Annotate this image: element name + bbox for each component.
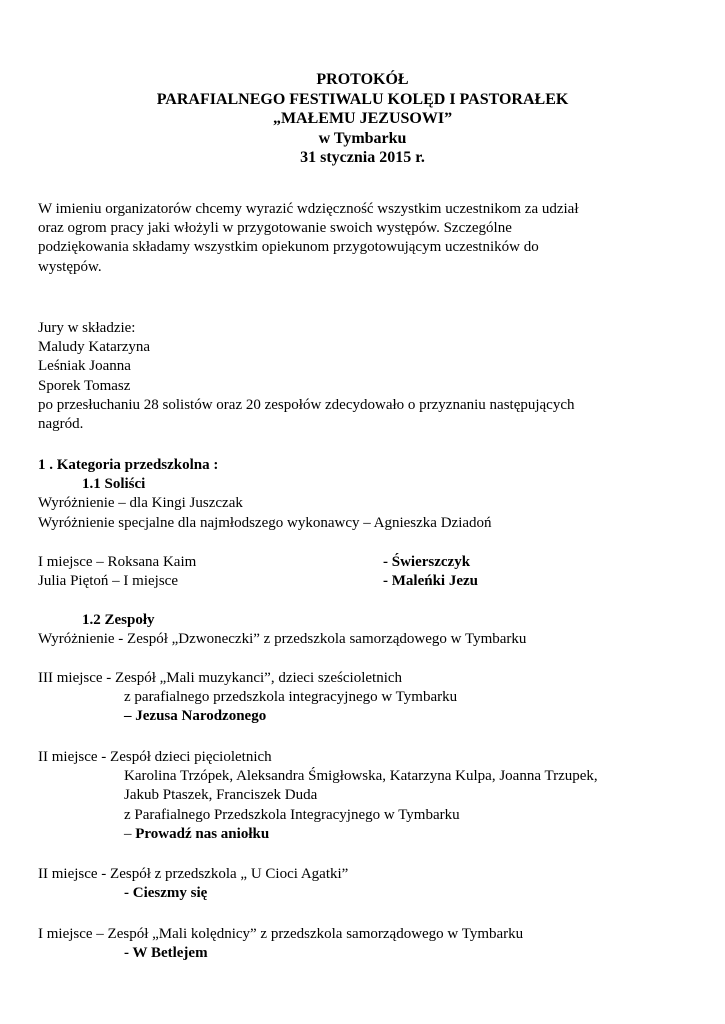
intro-paragraph: [38, 200, 698, 277]
category-title: 1 . Kategoria przedszkolna :: [38, 457, 219, 473]
jury-member: Maludy Katarzyna: [38, 339, 151, 356]
soloist-place-row: [38, 553, 698, 572]
groups-title: 1.2 Zespoły: [82, 612, 155, 628]
soloist-place-song: - Maleńki Jezu: [383, 573, 478, 590]
second-place-song: Prowadź nas aniołku: [135, 825, 270, 842]
header-date: 31 stycznia 2015 r.: [300, 149, 425, 166]
soloist-place-song: - Świerszczyk: [383, 554, 471, 570]
intro-line: oraz ogrom pracy jaki włożyli w przygotowanie swoich występów. Szczególne: [38, 220, 512, 237]
jury-section: [38, 319, 698, 434]
soloist-place-row: [38, 572, 698, 591]
document-header: [0, 70, 725, 168]
jury-title: Jury w składzie:: [38, 320, 136, 336]
intro-line: podziękowania składamy wszystkim opiekunom przygotowującym uczestników do: [38, 239, 539, 256]
intro-line: W imieniu organizatorów chcemy wyrazić wdzięczność wszystkim uczestnikom za udział: [38, 201, 579, 217]
second-place-members: Karolina Trzópek, Aleksandra Śmigłowska, Katarzyna Kulpa, Joanna Trzupek,: [124, 768, 598, 785]
header-festival-name: PARAFIALNEGO FESTIWALU KOLĘD I PASTORAŁEK: [156, 90, 569, 108]
header-location: w Tymbarku: [318, 129, 407, 147]
song-dash: –: [124, 825, 136, 842]
third-place-line: III miejsce - Zespół „Mali muzykanci”, dzieci sześcioletnich: [38, 670, 403, 686]
second-place-b-song: - Cieszmy się: [124, 885, 208, 902]
second-place-line: II miejsce - Zespół dzieci pięcioletnich: [38, 749, 272, 765]
groups-award: Wyróżnienie - Zespół „Dzwoneczki” z przedszkola samorządowego w Tymbarku: [38, 631, 527, 648]
soloist-place-name: Julia Piętoń – I miejsce: [38, 573, 178, 590]
category-preschool: [38, 456, 698, 533]
second-place-group-b: [38, 865, 698, 903]
soloists-title: 1.1 Soliści: [82, 476, 146, 493]
jury-decision: nagród.: [38, 415, 84, 432]
second-place-b-line: II miejsce - Zespół z przedszkola „ U Cioci Agatki”: [38, 866, 349, 882]
jury-member: Leśniak Joanna: [38, 358, 131, 375]
second-place-line: z Parafialnego Przedszkola Integracyjnego w Tymbarku: [124, 806, 460, 823]
first-place-group: [38, 925, 698, 963]
third-place-song: – Jezusa Narodzonego: [124, 708, 267, 725]
second-place-members: Jakub Ptaszek, Franciszek Duda: [124, 787, 318, 804]
jury-member: Sporek Tomasz: [38, 377, 131, 394]
soloist-special-award: Wyróżnienie specjalne dla najmłodszego wykonawcy – Agnieszka Dziadoń: [38, 514, 492, 531]
first-place-song: - W Betlejem: [124, 945, 208, 962]
header-title: PROTOKÓŁ: [316, 71, 409, 88]
soloist-places: [38, 553, 698, 591]
third-place-group: [38, 669, 698, 727]
header-festival-motto: „MAŁEMU JEZUSOWI”: [272, 110, 453, 127]
soloist-place-name: I miejsce – Roksana Kaim: [38, 554, 197, 570]
second-place-song-line: [38, 825, 698, 844]
second-place-group-a: [38, 748, 698, 844]
groups-section: [38, 611, 698, 649]
third-place-line: z parafialnego przedszkola integracyjnego w Tymbarku: [124, 689, 458, 706]
first-place-line: I miejsce – Zespół „Mali kolędnicy” z przedszkola samorządowego w Tymbarku: [38, 926, 524, 942]
jury-decision: po przesłuchaniu 28 solistów oraz 20 zespołów zdecydowało o przyznaniu następujących: [38, 396, 575, 413]
soloist-award: Wyróżnienie – dla Kingi Juszczak: [38, 495, 243, 512]
intro-line: występów.: [38, 258, 102, 275]
